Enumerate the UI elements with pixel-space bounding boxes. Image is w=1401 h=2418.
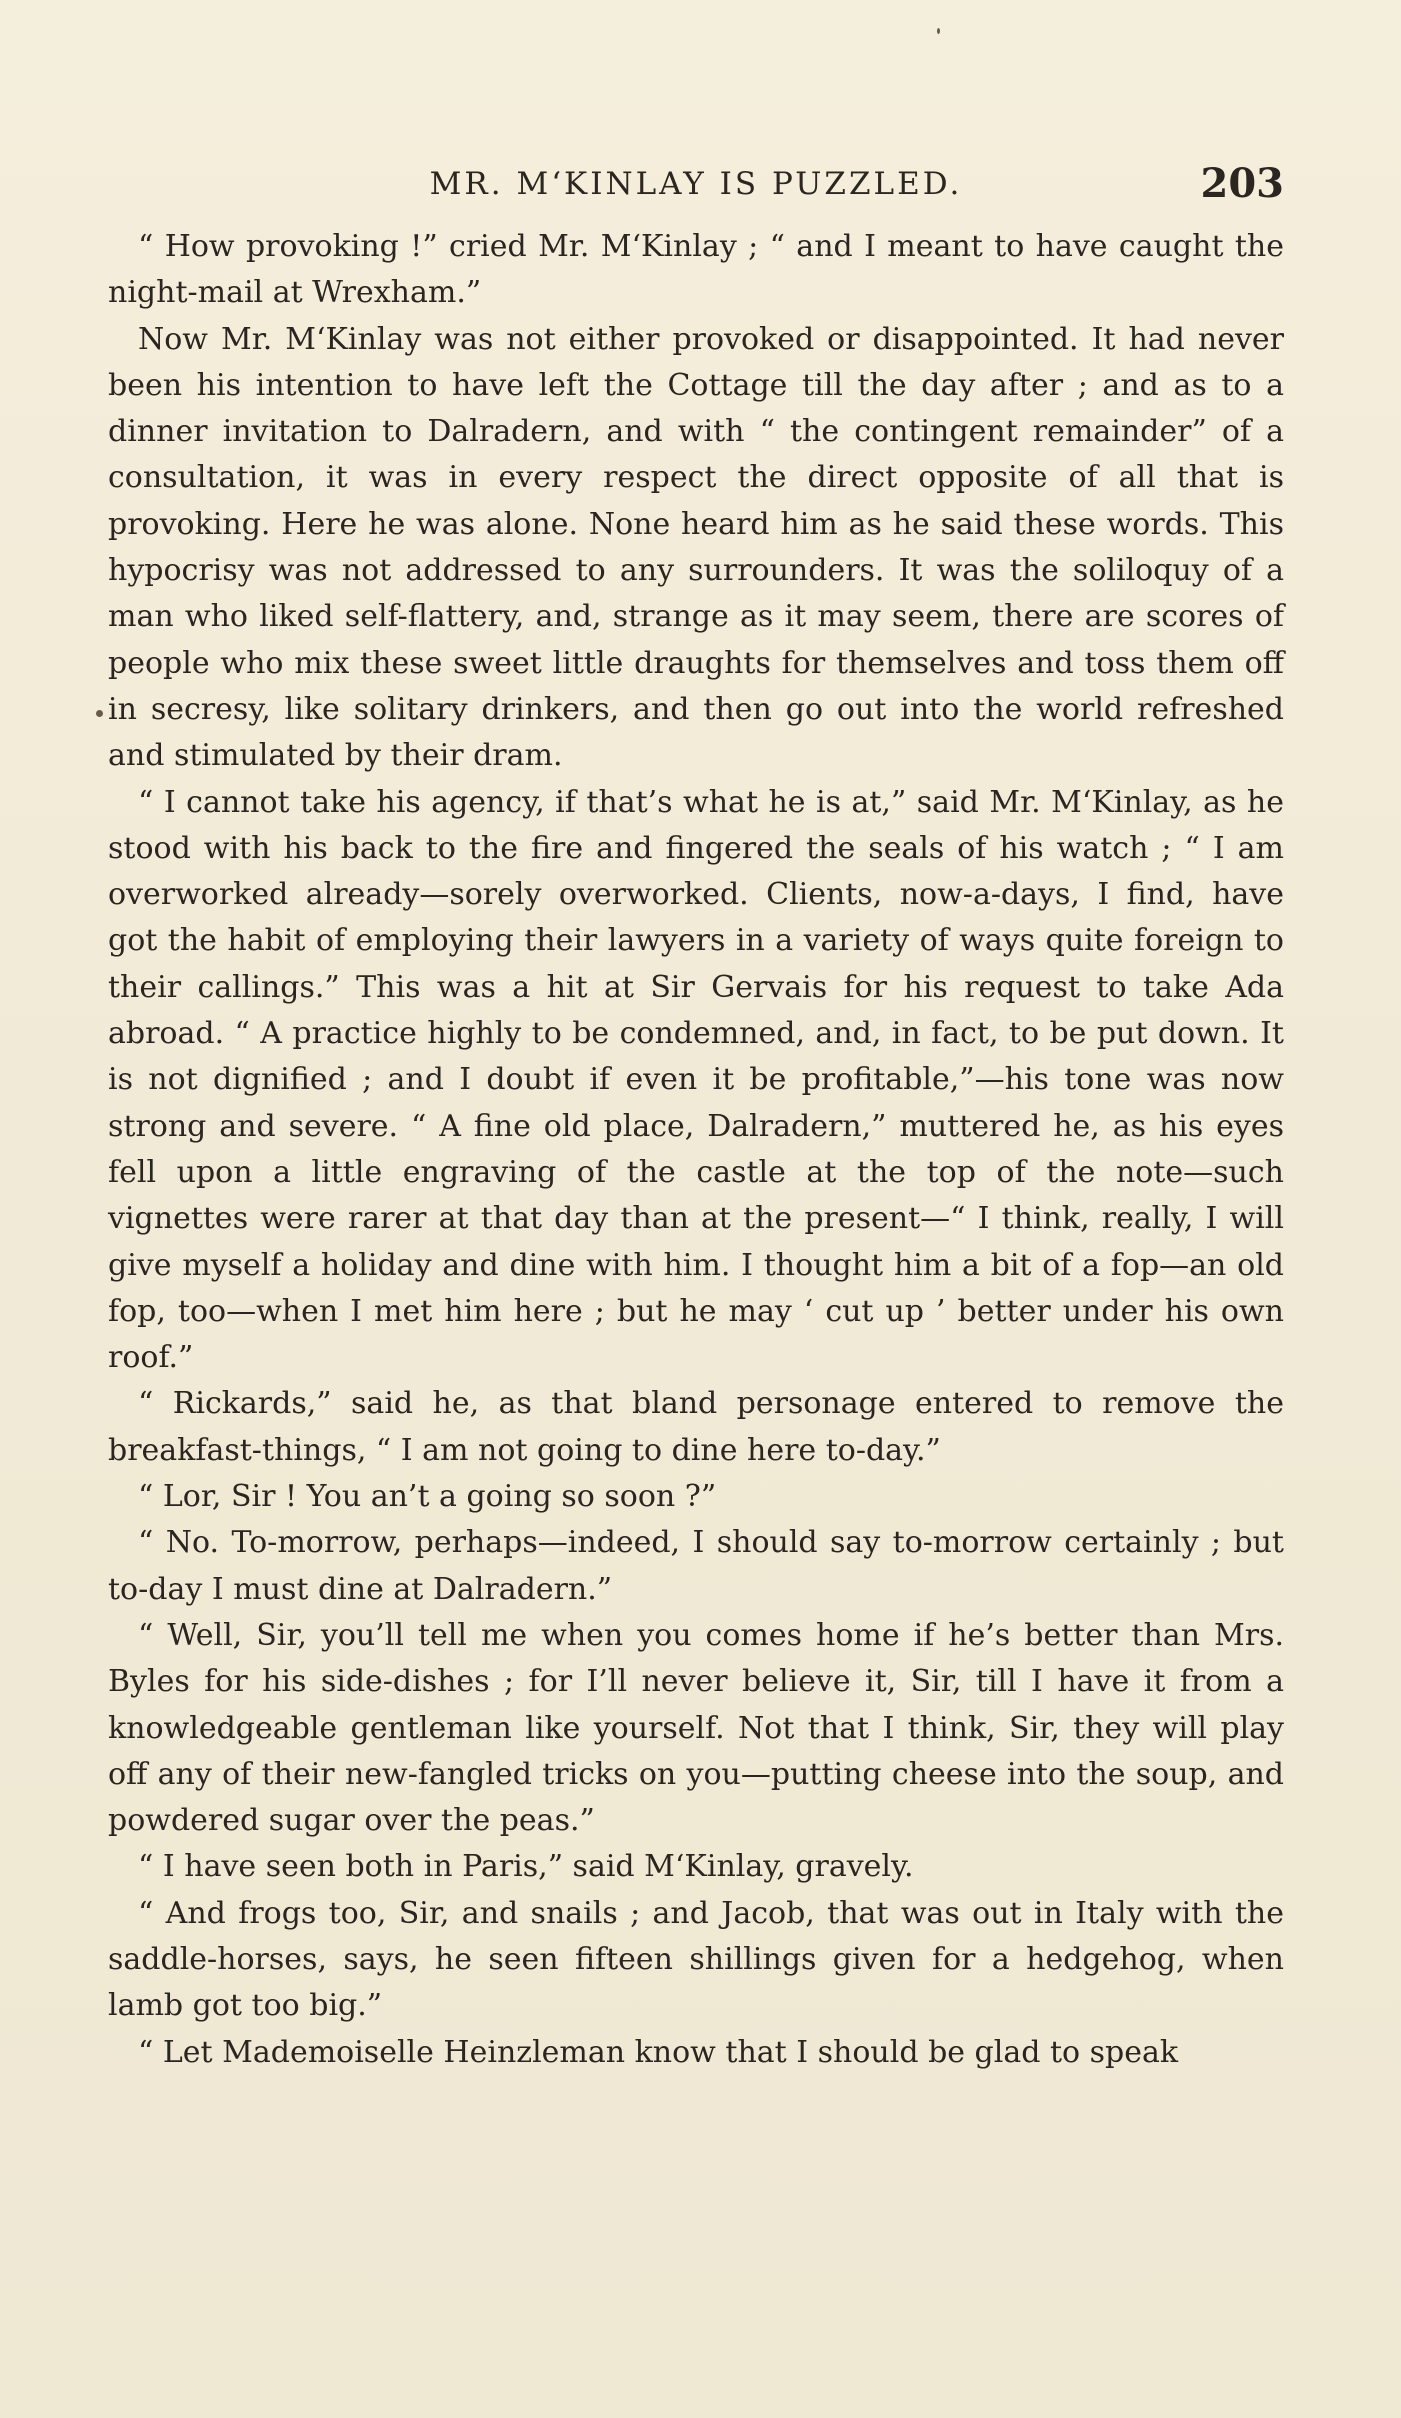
paragraph: “ Rickards,” said he, as that bland personage entered to remove the breakfast-things, “ I am not going to dine here to-day.” <box>108 1386 1284 1468</box>
body-text <box>108 224 1284 2076</box>
running-head: MR. M‘KINLAY IS PUZZLED. <box>429 166 963 202</box>
paragraph: “ How provoking !” cried Mr. M‘Kinlay ; “ and I meant to have caught the night-mail at Wrexham.” <box>108 229 1284 311</box>
page-header <box>108 160 1284 210</box>
paper-speck <box>937 28 940 34</box>
paragraph: “ And frogs too, Sir, and snails ; and Jacob, that was out in Italy with the saddle-horses, says, he seen fifteen shillings given for a hedgehog, when lamb got too big.” <box>108 1895 1284 2024</box>
paragraph: “ Let Mademoiselle Heinzleman know that I should be glad to speak <box>138 2034 1179 2070</box>
paragraph: Now Mr. M‘Kinlay was not either provoked or disappointed. It had never been his intention to have left the Cottage till the day after ; and as to a dinner invitation to Dalradern, and with “ the contingent remainder” of a consultation, it was in every respect the direct opposite of all that is provoking. Here he was alone. None heard him as he said these words. This hypocrisy was not addressed to any surrounders. It was the soliloquy of a man who liked self-flattery, and, strange as it may seem, there are scores of people who mix these sweet little draughts for themselves and toss them off in secresy, like solitary drinkers, and then go out into the world refreshed and stimulated by their dram. <box>108 321 1284 774</box>
paragraph: “ I cannot take his agency, if that’s what he is at,” said Mr. M‘Kinlay, as he stood with his back to the fire and fingered the seals of his watch ; “ I am overworked already—sorely overworked. Clients, now-a-days, I find, have got the habit of employing their lawyers in a variety of ways quite foreign to their callings.” This was a hit at Sir Gervais for his request to take Ada abroad. “ A practice highly to be condemned, and, in fact, to be put down. It is not dignified ; and I doubt if even it be profitable,”—his tone was now strong and severe. “ A fine old place, Dalradern,” muttered he, as his eyes fell upon a little engraving of the castle at the top of the note—such vignettes were rarer at that day than at the present—“ I think, really, I will give myself a holiday and dine with him. I thought him a bit of a fop—an old fop, too—when I met him here ; but he may ‘ cut up ’ better under his own roof.” <box>108 784 1284 1376</box>
paragraph: “ I have seen both in Paris,” said M‘Kinlay, gravely. <box>138 1849 914 1885</box>
paragraph: “ Lor, Sir ! You an’t a going so soon ?” <box>138 1479 717 1515</box>
paragraph: “ No. To-morrow, perhaps—indeed, I should say to-morrow certainly ; but to-day I must dine at Dalradern.” <box>108 1525 1284 1607</box>
paper-speck <box>96 710 103 717</box>
page-number: 203 <box>1200 160 1284 207</box>
paragraph: “ Well, Sir, you’ll tell me when you comes home if he’s better than Mrs. Byles for his side-dishes ; for I’ll never believe it, Sir, till I have it from a knowledgeable gentleman like yourself. Not that I think, Sir, they will play off any of their new-fangled tricks on you—putting cheese into the soup, and powdered sugar over the peas.” <box>108 1617 1284 1839</box>
